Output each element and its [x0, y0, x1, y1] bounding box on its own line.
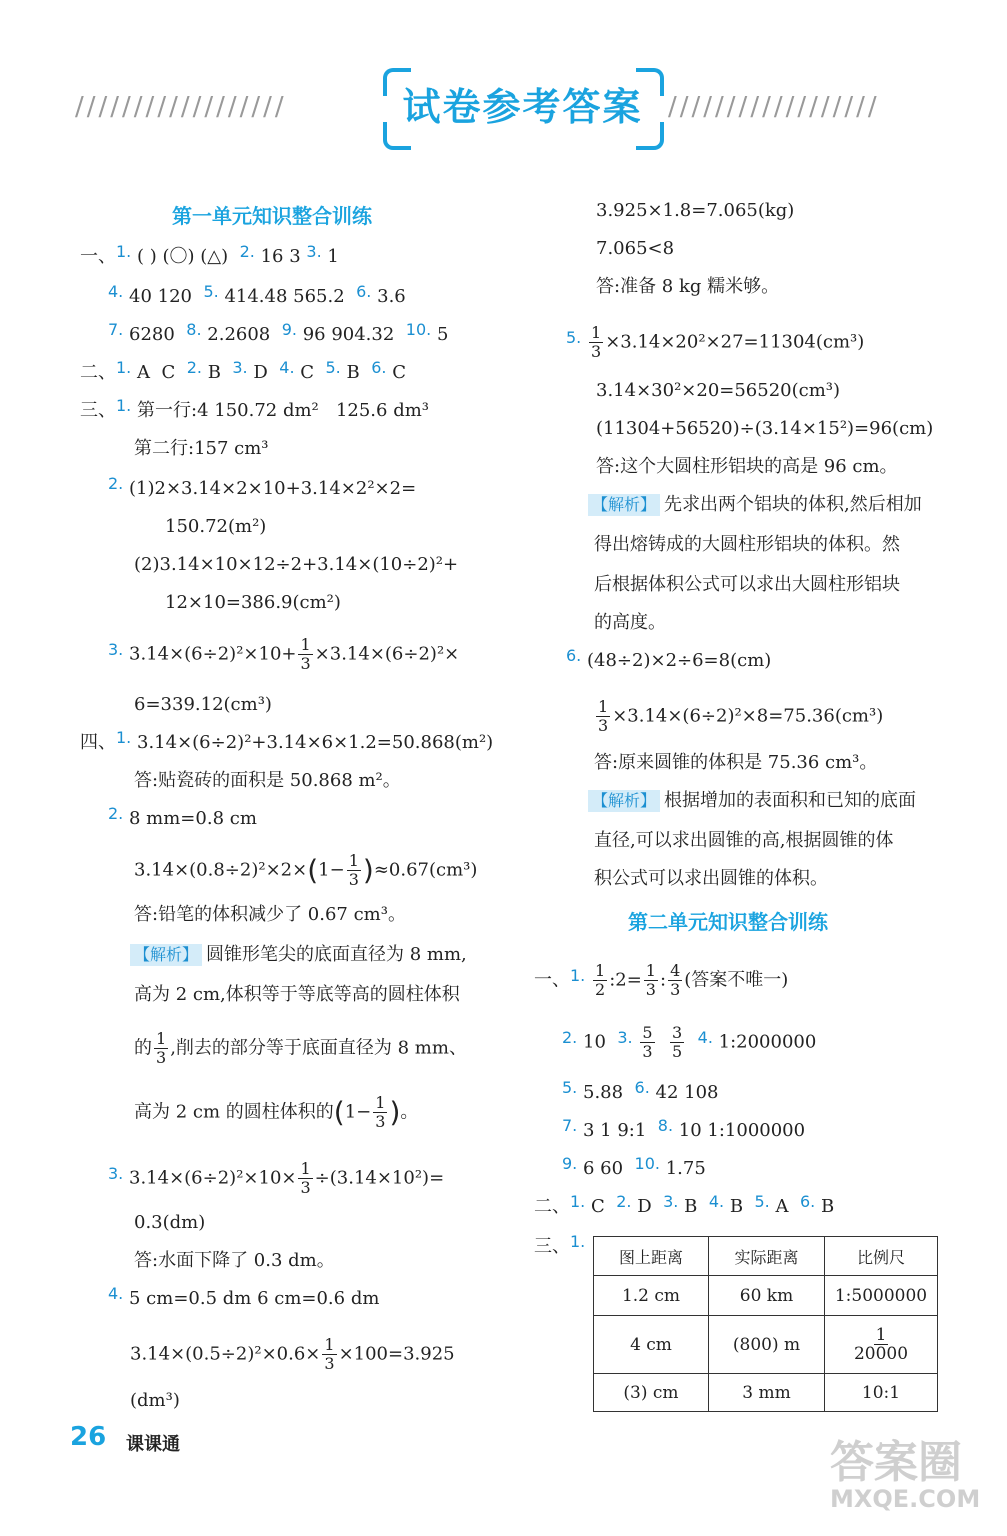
u1-s1-row3: 7. 6280 8. 2.2608 9. 96 904.32 10. 5 — [108, 320, 449, 345]
table-cell: (800) m — [709, 1316, 825, 1374]
u2-s1-row1: 一、1. $\frac{1}{2}$ :2= $\frac{1}{3}$ : $\frac{4}{3}$ (答案不唯一) — [534, 961, 789, 999]
banner-slashes-right: ////////////////// — [668, 92, 880, 122]
watermark-logo: 答案圈 — [830, 1437, 962, 1488]
table-cell: 3 mm — [709, 1374, 825, 1412]
u1-s4-q4-l2: 3.14×(0.5÷2)²×0.6× $\frac{1}{3}$ ×100=3.925 — [130, 1335, 455, 1373]
r-q5-l1: 5. $\frac{1}{3}$ ×3.14×20²×27=11304(cm³) — [566, 323, 865, 361]
u1-s4-q2-e2: 高为 2 cm,体积等于等底等高的圆柱体积 — [134, 984, 460, 1005]
u1-s3-q2-l1: 2. (1)2×3.14×2×10+3.14×2²×2= — [108, 474, 417, 499]
u1-s3-row1: 三、1. 第一行:4 150.72 dm² 125.6 dm³ — [80, 396, 429, 421]
r-q6-e3: 积公式可以求出圆锥的体积。 — [594, 868, 828, 889]
table-header: 实际距离 — [709, 1237, 825, 1276]
table-cell: 10:1 — [825, 1374, 938, 1412]
u1-s4-q4-l3: (dm³) — [130, 1390, 180, 1411]
u2-s1-row5: 9. 6 60 10. 1.75 — [562, 1154, 706, 1179]
r-line3: 答:准备 8 kg 糯米够。 — [596, 276, 780, 297]
table-header: 比例尺 — [825, 1237, 938, 1276]
u1-s4-q3-l1: 3. 3.14×(6÷2)²×10× $\frac{1}{3}$ ÷(3.14×10²)= — [108, 1159, 445, 1197]
u1-s4-q3-l2: 0.3(dm) — [134, 1212, 206, 1233]
u1-s4-q2-l1: 2. 8 mm=0.8 cm — [108, 804, 257, 829]
u1-s4-q1-l1: 四、1. 3.14×(6÷2)²+3.14×6×1.2=50.868(m²) — [80, 728, 494, 753]
u2-s1-row4: 7. 3 1 9:1 8. 10 1:1000000 — [562, 1116, 806, 1141]
u2-s3-label: 三、1. — [534, 1232, 586, 1257]
table-row — [594, 1276, 938, 1316]
table-cell-fraction: $\frac{1}{20000}$ — [825, 1316, 938, 1374]
r-line1: 3.925×1.8=7.065(kg) — [596, 200, 795, 221]
table-header-row — [594, 1237, 938, 1276]
u1-s3-q2-l2: 150.72(m²) — [165, 516, 267, 537]
r-q5-e2: 得出熔铸成的大圆柱形铝块的体积。然 — [594, 534, 900, 555]
u1-s4-q2-e3: 的 $\frac{1}{3}$ ,削去的部分等于底面直径为 8 mm、 — [134, 1029, 467, 1067]
brand-name: 课课通 — [126, 1434, 180, 1455]
u1-s4-q2-e1: 【解析】 圆锥形笔尖的底面直径为 8 mm, — [130, 942, 467, 968]
u1-s3-q2-l3: (2)3.14×10×12÷2+3.14×(10÷2)²+ — [134, 554, 459, 575]
unit1-title: 第一单元知识整合训练 — [172, 204, 372, 228]
table-header: 图上距离 — [594, 1237, 709, 1276]
r-q6-l1: 6. (48÷2)×2÷6=8(cm) — [566, 646, 772, 671]
r-q5-l4: 答:这个大圆柱形铝块的高是 96 cm。 — [596, 456, 898, 477]
u1-s4-q4-l1: 4. 5 cm=0.5 dm 6 cm=0.6 dm — [108, 1284, 380, 1309]
r-q6-l2: $\frac{1}{3}$ ×3.14×(6÷2)²×8=75.36(cm³) — [598, 697, 884, 735]
u1-s4-q3-l3: 答:水面下降了 0.3 dm。 — [134, 1250, 335, 1271]
page-title: 试卷参考答案 — [402, 85, 643, 129]
u1-s4-q1-l2: 答:贴瓷砖的面积是 50.868 m²。 — [134, 770, 401, 791]
u1-s1-row1: 一、1. ( ) (〇) (△) 2. 16 3 3. 1 — [80, 242, 339, 267]
r-q5-e4: 的高度。 — [594, 612, 666, 633]
u1-s3-q2-l4: 12×10=386.9(cm²) — [165, 592, 341, 613]
u2-s2-row: 二、1. C 2. D 3. B 4. B 5. A 6. B — [534, 1192, 835, 1217]
u1-s2-row: 二、1. A C 2. B 3. D 4. C 5. B 6. C — [80, 358, 406, 383]
table-cell: 4 cm — [594, 1316, 709, 1374]
scale-table — [593, 1236, 938, 1412]
banner-slashes-left: ////////////////// — [75, 92, 287, 122]
r-q6-l3: 答:原来圆锥的体积是 75.36 cm³。 — [594, 752, 878, 773]
u1-s3-q3-l2: 6=339.12(cm³) — [134, 694, 272, 715]
r-q5-l2: 3.14×30²×20=56520(cm³) — [596, 380, 841, 401]
r-q5-l3: (11304+56520)÷(3.14×15²)=96(cm) — [596, 418, 934, 439]
watermark — [830, 1437, 981, 1513]
u1-s4-q2-l3: 答:铅笔的体积减少了 0.67 cm³。 — [134, 904, 406, 925]
u1-s4-q2-l2: 3.14×(0.8÷2)²×2×(1− $\frac{1}{3}$ )≈0.67(cm³) — [134, 851, 478, 889]
table-row — [594, 1316, 938, 1374]
u1-s4-q2-e4: 高为 2 cm 的圆柱体积的(1− $\frac{1}{3}$ )。 — [134, 1093, 419, 1131]
r-q5-e3: 后根据体积公式可以求出大圆柱形铝块 — [594, 574, 900, 595]
u1-s3-row2: 第二行:157 cm³ — [134, 438, 269, 459]
r-q6-e1: 【解析】 根据增加的表面积和已知的底面 — [588, 788, 916, 814]
r-q6-e2: 直径,可以求出圆锥的高,根据圆锥的体 — [594, 830, 894, 851]
unit2-title: 第二单元知识整合训练 — [628, 910, 828, 934]
r-line2: 7.065<8 — [596, 238, 675, 259]
table-cell: 1:5000000 — [825, 1276, 938, 1316]
u1-s3-q3-l1: 3. 3.14×(6÷2)²×10+ $\frac{1}{3}$ ×3.14×(6÷2)²× — [108, 635, 460, 673]
page-number: 26 — [70, 1422, 107, 1452]
u1-s1-row2: 4. 40 120 5. 414.48 565.2 6. 3.6 — [108, 282, 406, 307]
r-q5-e1: 【解析】 先求出两个铝块的体积,然后相加 — [588, 492, 922, 518]
u2-s1-row2: 2. 10 3. $\frac{5}{3}$ $\frac{3}{5}$ 4. 1:2000000 — [562, 1023, 817, 1061]
u2-s1-row3: 5. 5.88 6. 42 108 — [562, 1078, 719, 1103]
table-cell: 60 km — [709, 1276, 825, 1316]
table-cell: (3) cm — [594, 1374, 709, 1412]
watermark-url: MXQE.COM — [830, 1485, 981, 1513]
table-row — [594, 1374, 938, 1412]
table-cell: 1.2 cm — [594, 1276, 709, 1316]
